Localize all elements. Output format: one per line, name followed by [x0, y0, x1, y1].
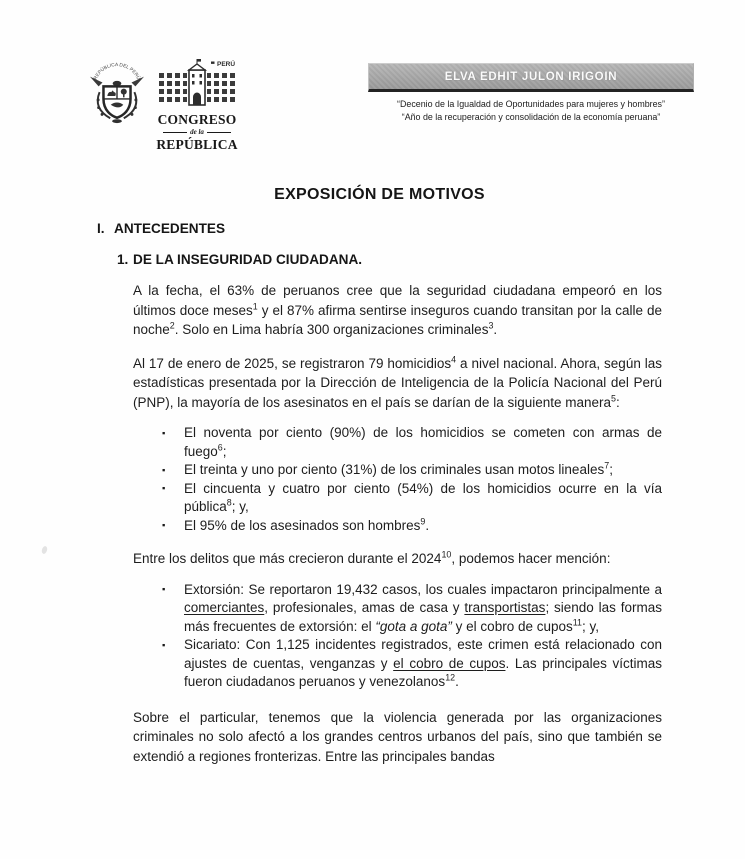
- bullet-marker: ▪: [162, 639, 166, 651]
- list-item-text: El cincuenta y cuatro por ciento (54%) de los homicidios ocurre en la vía pública$^8$; y,: [184, 480, 662, 515]
- crime-growth-list: [133, 581, 662, 692]
- section-title: ANTECEDENTES: [114, 221, 226, 237]
- bullet-marker: ▪: [162, 584, 166, 596]
- list-item-text: El 95% de los asesinados son hombres$^9$.: [184, 516, 430, 533]
- list-item-text: El noventa por ciento (90%) de los homicidios se cometen con armas de fuego$^6$;: [184, 425, 662, 459]
- subsection-number: 1.: [117, 252, 129, 268]
- congress-wordmark-line2: de la: [190, 128, 204, 137]
- header-right-column: [368, 63, 694, 123]
- paragraph-crimes-growth: Entre los delitos que más crecieron durante el 2024$^{10}$, podemos hacer mención:: [133, 549, 611, 567]
- page-header: [88, 60, 694, 152]
- bullet-marker: ▪: [162, 520, 166, 532]
- congress-building-icon: [157, 58, 237, 112]
- list-item: [133, 517, 662, 536]
- peru-label: PERÚ: [217, 61, 236, 68]
- tree-icon: [121, 89, 127, 95]
- paragraph-insecurity-stats: A la fecha, el 63% de peruanos cree que la seguridad ciudadana empeoró en los últimos doce meses$^1$ y el 87% afirma sentirse inseguros cuando transitan por la calle de noche$^2$. Solo en Lima habría 300 organizaciones criminales$^3$.: [133, 283, 662, 338]
- subsection-heading: [117, 252, 662, 267]
- motto-line-2: “Año de la recuperación y consolidación de la economía peruana”: [401, 111, 661, 122]
- list-item-text: Extorsión: Se reportaron 19,432 casos, los cuales impactaron principalmente a comerciantes, profesionales, amas de casa y transportistas; siendo las formas más frecuentes de extorsión: el “gota a gota” y el cobro de cupos$^{11}$; y,: [184, 581, 662, 634]
- congress-logo: [155, 58, 239, 152]
- homicide-stats-list: [133, 424, 662, 535]
- document-body: [97, 186, 662, 766]
- list-item-text: Sicariato: Con 1,125 incidentes registrados, este crimen está relacionado con ajustes de cuentas, venganzas y el cobro de cupos. Las principales víctimas fueron ciudadanos peruanos y venezolanos$^{12}$.: [184, 637, 662, 690]
- bullet-marker: ▪: [162, 464, 166, 476]
- coat-arc-label: REPÚBLICA DEL PERÚ: [93, 63, 141, 81]
- arch-door-shape: [193, 93, 201, 106]
- motto-line-1: “Decenio de la Igualdad de Oportunidades para mujeres y hombres”: [397, 99, 665, 109]
- logo-group: [88, 60, 239, 152]
- subsection-title: DE LA INSEGURIDAD CIUDADANA.: [133, 252, 363, 268]
- congresswoman-name: ELVA EDHIT JULON IRIGOIN: [444, 70, 618, 83]
- congresswoman-name-banner: [368, 63, 694, 92]
- list-item-text: El treinta y uno por ciento (31%) de los criminales usan motos lineales$^7$;: [184, 460, 613, 478]
- svg-text:REPÚBLICA DEL PERÚ: [93, 62, 143, 81]
- paragraph-homicides-2025: Al 17 de enero de 2025, se registraron 79 homicidios$^4$ a nivel nacional. Ahora, según las estadísticas presentada por la Dirección de Inteligencia de la Policía Nacional del Perú (PNP), la mayoría de los asesinatos en el país se darían de la siguiente manera$^5$:: [133, 354, 663, 410]
- bullet-marker: ▪: [162, 427, 166, 439]
- paragraph-violence-spread: Sobre el particular, tenemos que la violencia generada por las organizaciones criminales no solo afectó a los grandes centros urbanos del país, sino que también se extendió a regiones fronterizas. Entre las principales bandas: [133, 709, 662, 764]
- list-item: [133, 461, 662, 480]
- document-title: EXPOSICIÓN DE MOTIVOS: [274, 186, 485, 204]
- section-number: I.: [97, 221, 105, 237]
- list-item: [133, 636, 662, 692]
- peru-coat-of-arms-logo: [88, 60, 146, 132]
- section-heading: [97, 221, 662, 236]
- congress-wordmark-divider: [163, 128, 231, 136]
- list-item: [133, 581, 662, 637]
- flag-icon: [197, 59, 201, 62]
- list-item: [133, 424, 662, 461]
- congress-wordmark-line3: REPÚBLICA: [156, 136, 238, 152]
- scan-artifact: [41, 545, 48, 554]
- congress-wordmark-line1: CONGRESO: [157, 112, 237, 127]
- list-item: [133, 480, 662, 517]
- bullet-marker: ▪: [162, 483, 166, 495]
- official-mottos: [368, 98, 694, 123]
